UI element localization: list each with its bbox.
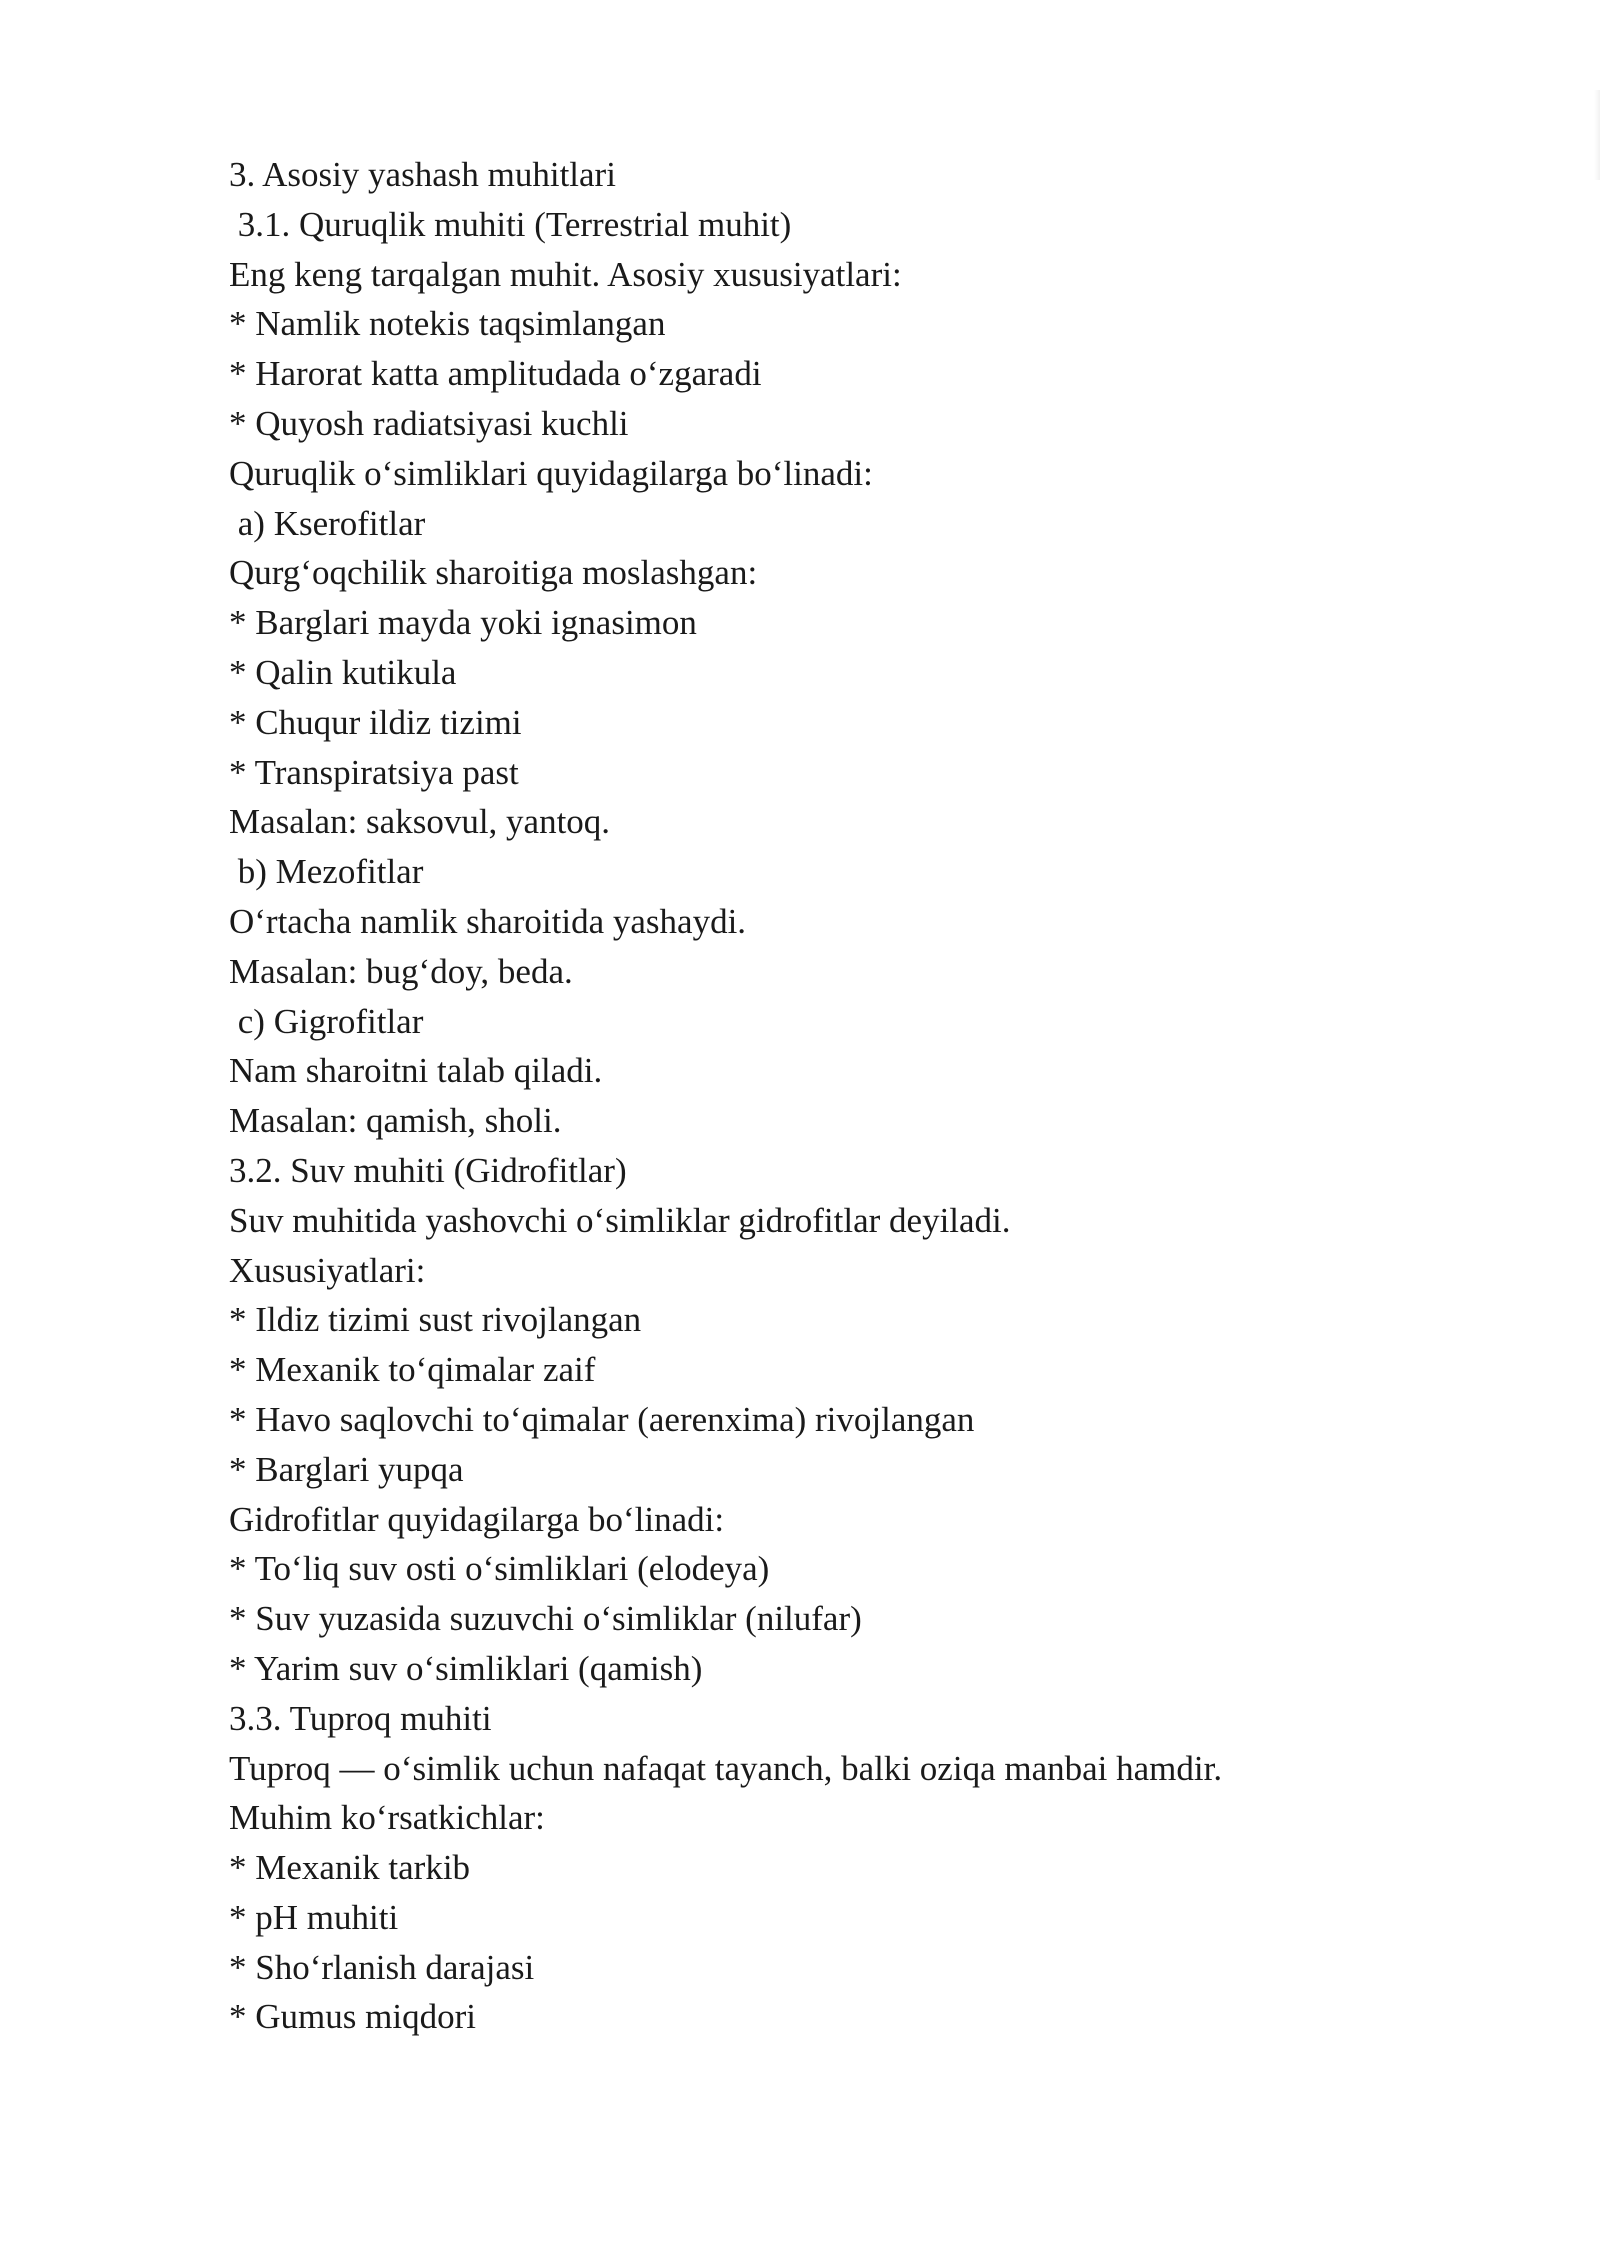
paragraph-line: Suv muhitida yashovchi o‘simliklar gidrofitlar deyiladi. xyxy=(229,1200,1011,1240)
category-heading: a) Kserofitlar xyxy=(229,503,426,543)
bullet-item: * Havo saqlovchi to‘qimalar (aerenxima) rivojlangan xyxy=(229,1399,975,1439)
subsection-heading: 3.2. Suv muhiti (Gidrofitlar) xyxy=(229,1150,627,1190)
paragraph-line: O‘rtacha namlik sharoitida yashaydi. xyxy=(229,901,747,941)
section-heading: 3. Asosiy yashash muhitlari xyxy=(229,155,616,194)
bullet-item: * To‘liq suv osti o‘simliklari (elodeya) xyxy=(229,1549,770,1589)
paragraph-line: Qurg‘oqchilik sharoitiga moslashgan: xyxy=(229,553,758,593)
paragraph-line: Gidrofitlar quyidagilarga bo‘linadi: xyxy=(229,1499,725,1539)
bullet-item: * Qalin kutikula xyxy=(229,652,457,692)
paragraph-line: Muhim ko‘rsatkichlar: xyxy=(229,1798,545,1838)
document-body xyxy=(229,150,1429,2042)
page-edge-shadow xyxy=(1594,90,1600,180)
category-heading: b) Mezofitlar xyxy=(229,852,424,892)
paragraph-line: Tuproq — o‘simlik uchun nafaqat tayanch, balki oziqa manbai hamdir. xyxy=(229,1748,1223,1788)
bullet-item: * Suv yuzasida suzuvchi o‘simliklar (nilufar) xyxy=(229,1599,862,1639)
bullet-item: * Namlik notekis taqsimlangan xyxy=(229,304,666,344)
bullet-item: * Mexanik tarkib xyxy=(229,1848,471,1888)
bullet-item: * Ildiz tizimi sust rivojlangan xyxy=(229,1300,642,1340)
bullet-item: * Sho‘rlanish darajasi xyxy=(229,1947,535,1987)
category-heading: c) Gigrofitlar xyxy=(229,1001,424,1041)
paragraph-line: Xususiyatlari: xyxy=(229,1250,426,1290)
bullet-item: * Mexanik to‘qimalar zaif xyxy=(229,1350,596,1390)
paragraph-line: Quruqlik o‘simliklari quyidagilarga bo‘linadi: xyxy=(229,453,873,493)
bullet-item: * Barglari yupqa xyxy=(229,1449,464,1489)
bullet-item: * Transpiratsiya past xyxy=(229,752,519,792)
bullet-item: * Harorat katta amplitudada o‘zgaradi xyxy=(229,354,762,394)
bullet-item: * pH muhiti xyxy=(229,1897,399,1937)
paragraph-line: Eng keng tarqalgan muhit. Asosiy xususiyatlari: xyxy=(229,254,902,294)
example-line: Masalan: saksovul, yantoq. xyxy=(229,802,611,842)
example-line: Masalan: bug‘doy, beda. xyxy=(229,951,573,991)
bullet-item: * Gumus miqdori xyxy=(229,1997,476,2037)
paragraph-line: Nam sharoitni talab qiladi. xyxy=(229,1051,603,1091)
bullet-item: * Quyosh radiatsiyasi kuchli xyxy=(229,403,629,443)
subsection-heading: 3.3. Tuproq muhiti xyxy=(229,1698,492,1738)
subsection-heading: 3.1. Quruqlik muhiti (Terrestrial muhit) xyxy=(229,204,792,244)
bullet-item: * Barglari mayda yoki ignasimon xyxy=(229,603,697,643)
bullet-item: * Chuqur ildiz tizimi xyxy=(229,702,522,742)
bullet-item: * Yarim suv o‘simliklari (qamish) xyxy=(229,1648,703,1688)
example-line: Masalan: qamish, sholi. xyxy=(229,1101,562,1141)
